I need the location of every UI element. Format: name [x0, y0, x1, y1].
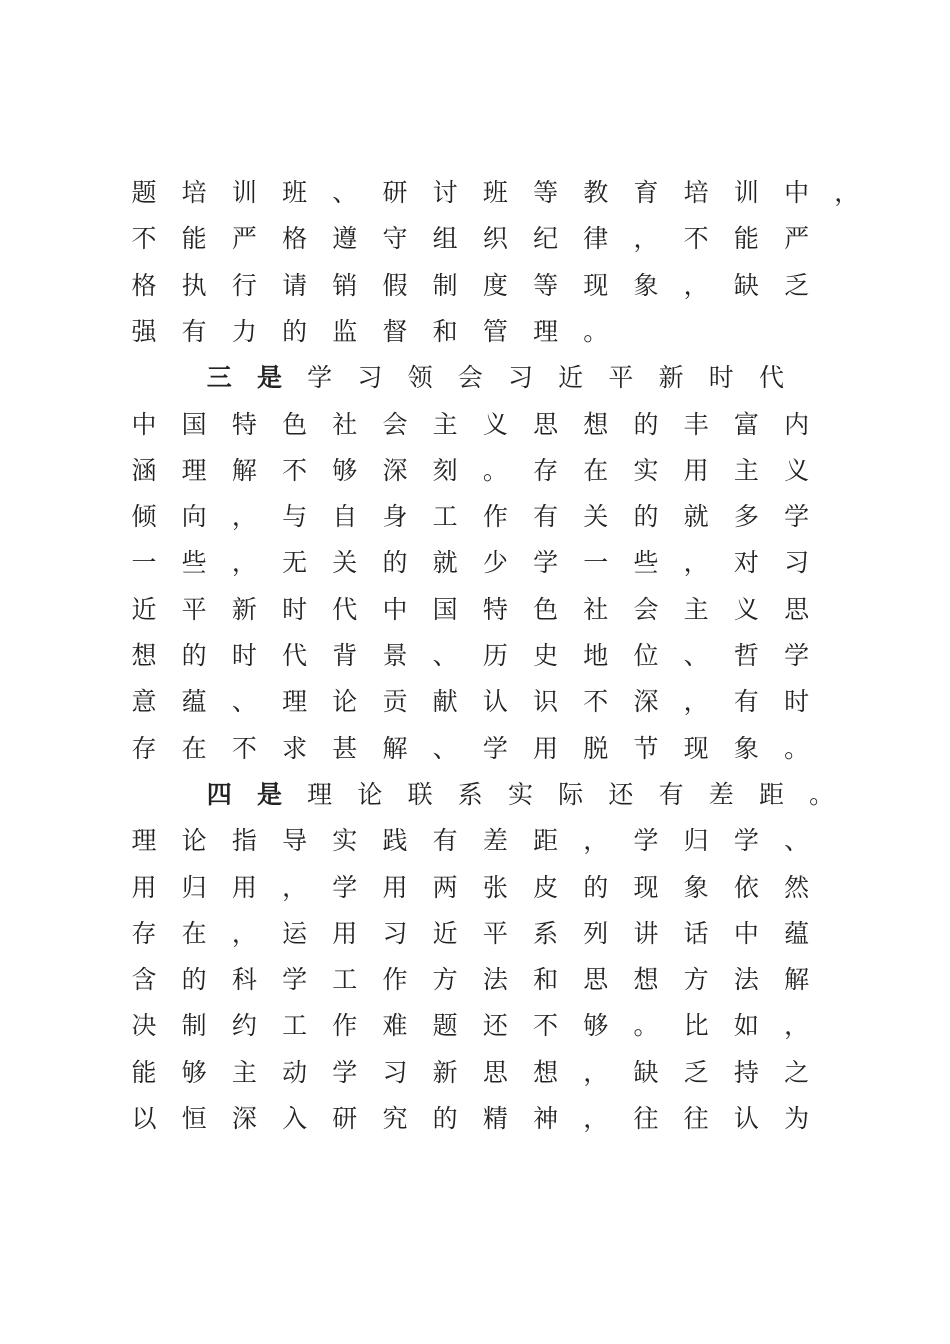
text-line: 倾 向 ， 与 自 身 工 作 有 关 的 就 多 学: [131, 502, 810, 532]
text-line: 一 些 ， 无 关 的 就 少 学 一 些 ， 对 习: [131, 548, 810, 578]
text-line: 不 能 严 格 遵 守 组 织 纪 律 ， 不 能 严: [131, 224, 810, 254]
text-line: 存 在 不 求 甚 解 、 学 用 脱 节 现 象 。: [131, 733, 810, 763]
text-line: 格 执 行 请 销 假 制 度 等 现 象 ， 缺 乏: [131, 270, 810, 300]
text-line: 理 论 指 导 实 践 有 差 距 ， 学 归 学 、: [131, 826, 810, 856]
text-line: 决 制 约 工 作 难 题 还 不 够 。 比 如 ，: [131, 1011, 810, 1041]
text-line: 三 是 学 习 领 会 习 近 平 新 时 代: [206, 363, 784, 393]
text-line: 存 在 ， 运 用 习 近 平 系 列 讲 话 中 蕴: [131, 918, 810, 948]
text-line: 中 国 特 色 社 会 主 义 思 想 的 丰 富 内: [131, 409, 810, 439]
text-line: 以 恒 深 入 研 究 的 精 神 ， 往 往 认 为: [131, 1104, 810, 1133]
text-line: 想 的 时 代 背 景 、 历 史 地 位 、 哲 学: [131, 641, 810, 670]
text-line: 能 够 主 动 学 习 新 思 想 ， 缺 乏 持 之: [131, 1057, 810, 1087]
text-line: 含 的 科 学 工 作 方 法 和 思 想 方 法 解: [131, 965, 810, 995]
text-line: 近 平 新 时 代 中 国 特 色 社 会 主 义 思: [131, 594, 810, 624]
text-line: 题 培 训 班 、 研 讨 班 等 教 育 培 训 中 ，: [131, 178, 860, 207]
text-line: 强 有 力 的 监 督 和 管 理 。: [131, 316, 609, 346]
text-line: 用 归 用 ， 学 用 两 张 皮 的 现 象 依 然: [131, 872, 810, 902]
text-line: 意 蕴 、 理 论 贡 献 认 识 不 深 ， 有 时: [131, 687, 810, 717]
text-line: 四 是 理 论 联 系 实 际 还 有 差 距 。: [206, 779, 835, 809]
text-line: 涵 理 解 不 够 深 刻 。 存 在 实 用 主 义: [131, 455, 810, 485]
